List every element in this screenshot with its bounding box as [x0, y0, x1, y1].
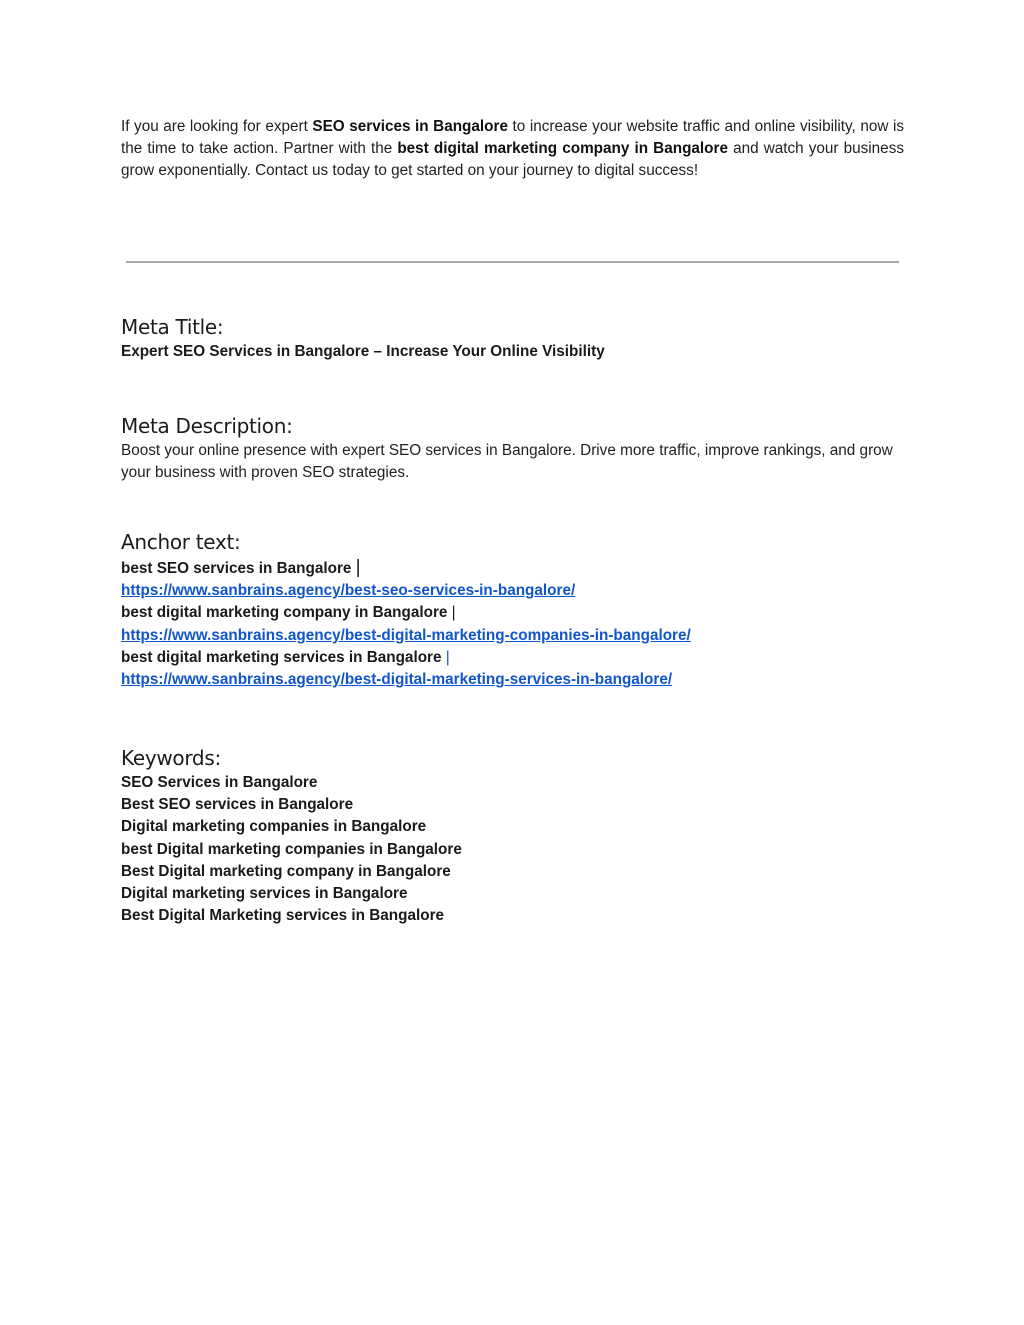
anchor-separator: |	[451, 604, 456, 622]
intro-bold-seo-services: SEO services in Bangalore	[312, 118, 508, 135]
meta-title-value: Expert SEO Services in Bangalore – Increase Your Online Visibility	[121, 343, 605, 360]
anchor-text-2: best digital marketing company in Bangalore	[121, 604, 448, 622]
anchor-list	[121, 558, 904, 691]
keywords-heading: Keywords:	[121, 746, 221, 770]
keyword-item: SEO Services in Bangalore	[121, 774, 318, 791]
meta-title-section	[121, 314, 904, 363]
intro-text-1: If you are looking for expert	[121, 118, 313, 135]
anchor-link-1[interactable]: https://www.sanbrains.agency/best-seo-services-in-bangalore/	[121, 582, 576, 600]
anchor-separator: |	[355, 557, 361, 578]
meta-title-heading: Meta Title:	[121, 315, 224, 339]
intro-text-2: to increase your website traffic and online visibility, now is the time to take action. Partner with the	[121, 118, 904, 158]
intro-section	[121, 116, 904, 183]
horizontal-divider	[126, 261, 899, 263]
anchor-link-2[interactable]: https://www.sanbrains.agency/best-digital-marketing-companies-in-bangalore/	[121, 626, 691, 644]
meta-description-value: Boost your online presence with expert SEO services in Bangalore. Drive more traffic, improve rankings, and grow your business with proven SEO strategies.	[121, 442, 893, 482]
keyword-item: best Digital marketing companies in Bangalore	[121, 840, 462, 858]
intro-paragraph	[121, 116, 904, 183]
anchor-item-label	[121, 558, 904, 580]
anchor-item-label	[121, 647, 904, 669]
keywords-list	[121, 772, 904, 927]
keyword-item: Digital marketing companies in Bangalore	[121, 818, 427, 836]
anchor-text-section	[121, 529, 904, 691]
keyword-item: Digital marketing services in Bangalore	[121, 885, 408, 903]
intro-bold-digital-marketing: best digital marketing company in Bangalore	[397, 140, 728, 158]
anchor-text-1: best SEO services in Bangalore	[121, 560, 352, 577]
anchor-text-3: best digital marketing services in Bangalore	[121, 648, 442, 666]
anchor-separator: |	[445, 648, 450, 666]
keywords-section	[121, 745, 904, 927]
keyword-item: Best Digital Marketing services in Bangalore	[121, 907, 445, 925]
keyword-item: Best Digital marketing company in Bangalore	[121, 862, 451, 880]
anchor-link-3[interactable]: https://www.sanbrains.agency/best-digital-marketing-services-in-bangalore/	[121, 671, 673, 689]
intro-text-3: and watch your business grow exponentially. Contact us today to get started on your journey to digital success!	[121, 140, 904, 180]
anchor-text-heading: Anchor text:	[121, 530, 241, 554]
meta-description-heading: Meta Description:	[121, 414, 293, 438]
meta-description-section	[121, 413, 904, 484]
anchor-item-label	[121, 602, 904, 624]
keyword-item: Best SEO services in Bangalore	[121, 796, 354, 814]
